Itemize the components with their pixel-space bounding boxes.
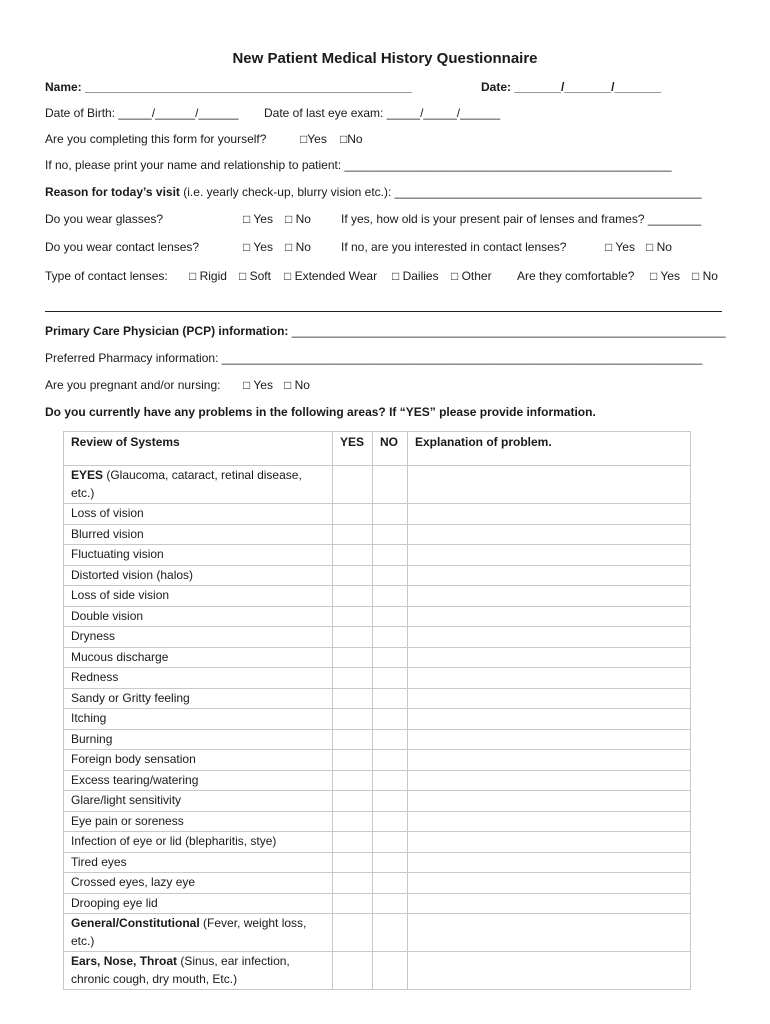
problems-instruction: Do you currently have any problems in the following areas? If “YES” please provide information. bbox=[45, 405, 596, 419]
yes-cell[interactable] bbox=[333, 688, 373, 709]
table-row bbox=[64, 750, 691, 771]
reason-field[interactable] bbox=[45, 185, 702, 199]
no-cell[interactable] bbox=[373, 709, 408, 730]
no-cell[interactable] bbox=[373, 893, 408, 914]
row-label: Infection of eye or lid (blepharitis, stye) bbox=[64, 832, 333, 853]
table-row-general bbox=[64, 914, 691, 952]
general-heading: General/Constitutional bbox=[71, 916, 200, 930]
yes-cell[interactable] bbox=[333, 627, 373, 648]
glasses-age-field[interactable]: If yes, how old is your present pair of lenses and frames? ________ bbox=[341, 212, 702, 226]
eyes-heading: EYES bbox=[71, 468, 104, 482]
row-label: Sandy or Gritty feeling bbox=[64, 688, 333, 709]
explanation-cell[interactable] bbox=[408, 504, 691, 525]
explanation-cell[interactable] bbox=[408, 586, 691, 607]
reason-label: Reason for today’s visit bbox=[45, 185, 180, 199]
dob-field[interactable]: Date of Birth: _____/______/______ bbox=[45, 106, 239, 120]
table-row bbox=[64, 627, 691, 648]
yes-cell[interactable] bbox=[333, 565, 373, 586]
explanation-cell[interactable] bbox=[408, 811, 691, 832]
explanation-cell[interactable] bbox=[408, 952, 691, 990]
explanation-cell[interactable] bbox=[408, 832, 691, 853]
table-row bbox=[64, 832, 691, 853]
section-divider bbox=[45, 311, 722, 312]
yes-cell[interactable] bbox=[333, 524, 373, 545]
row-label: Mucous discharge bbox=[64, 647, 333, 668]
glasses-yes-checkbox[interactable]: □ Yes bbox=[243, 212, 273, 226]
yes-cell[interactable] bbox=[333, 791, 373, 812]
row-label: Loss of vision bbox=[64, 504, 333, 525]
table-row bbox=[64, 688, 691, 709]
yes-cell[interactable] bbox=[333, 729, 373, 750]
row-label: Drooping eye lid bbox=[64, 893, 333, 914]
pregnant-yes-checkbox[interactable]: □ Yes bbox=[243, 378, 273, 392]
explanation-cell[interactable] bbox=[408, 466, 691, 504]
explanation-cell[interactable] bbox=[408, 565, 691, 586]
table-row bbox=[64, 791, 691, 812]
name-field[interactable]: Name: _________________________________________________ bbox=[45, 80, 413, 94]
no-cell[interactable] bbox=[373, 852, 408, 873]
no-cell[interactable] bbox=[373, 545, 408, 566]
table-row-ent bbox=[64, 952, 691, 990]
no-cell[interactable] bbox=[373, 811, 408, 832]
row-label: Crossed eyes, lazy eye bbox=[64, 873, 333, 894]
table-row bbox=[64, 729, 691, 750]
table-row bbox=[64, 811, 691, 832]
row-label: Eye pain or soreness bbox=[64, 811, 333, 832]
row-label: Tired eyes bbox=[64, 852, 333, 873]
no-cell[interactable] bbox=[373, 586, 408, 607]
row-label: Fluctuating vision bbox=[64, 545, 333, 566]
comfortable-no-checkbox[interactable]: □ No bbox=[692, 269, 718, 283]
explanation-cell[interactable] bbox=[408, 688, 691, 709]
yes-cell[interactable] bbox=[333, 873, 373, 894]
table-row bbox=[64, 647, 691, 668]
review-of-systems-table bbox=[63, 431, 691, 990]
explanation-cell[interactable] bbox=[408, 606, 691, 627]
pcp-label: Primary Care Physician (PCP) information: bbox=[45, 324, 289, 338]
yes-cell[interactable] bbox=[333, 832, 373, 853]
glasses-question: Do you wear glasses? bbox=[45, 212, 164, 226]
ent-description: (Sinus, ear infection, chronic cough, dry mouth, Etc.) bbox=[71, 954, 290, 986]
table-row bbox=[64, 770, 691, 791]
table-row bbox=[64, 504, 691, 525]
explanation-cell[interactable] bbox=[408, 709, 691, 730]
last-exam-field[interactable]: Date of last eye exam: _____/_____/______ bbox=[264, 106, 501, 120]
date-field[interactable]: Date: _______/_______/_______ bbox=[481, 80, 662, 94]
yes-cell[interactable] bbox=[333, 709, 373, 730]
explanation-cell[interactable] bbox=[408, 647, 691, 668]
no-cell[interactable] bbox=[373, 873, 408, 894]
no-cell[interactable] bbox=[373, 627, 408, 648]
yes-cell[interactable] bbox=[333, 668, 373, 689]
pregnant-no-checkbox[interactable]: □ No bbox=[284, 378, 310, 392]
row-label: Distorted vision (halos) bbox=[64, 565, 333, 586]
header-no: NO bbox=[373, 432, 408, 466]
row-label bbox=[64, 466, 333, 504]
table-row bbox=[64, 565, 691, 586]
header-yes: YES bbox=[333, 432, 373, 466]
table-row bbox=[64, 709, 691, 730]
explanation-cell[interactable] bbox=[408, 545, 691, 566]
no-cell[interactable] bbox=[373, 606, 408, 627]
lens-extended-checkbox[interactable]: □ Extended Wear bbox=[284, 269, 378, 283]
no-cell[interactable] bbox=[373, 729, 408, 750]
contacts-question: Do you wear contact lenses? bbox=[45, 240, 200, 254]
explanation-cell[interactable] bbox=[408, 770, 691, 791]
yes-cell[interactable] bbox=[333, 811, 373, 832]
explanation-cell[interactable] bbox=[408, 627, 691, 648]
contacts-interest-question: If no, are you interested in contact lenses? bbox=[341, 240, 567, 254]
row-label: Redness bbox=[64, 668, 333, 689]
no-cell[interactable] bbox=[373, 914, 408, 952]
no-cell[interactable] bbox=[373, 750, 408, 771]
no-cell[interactable] bbox=[373, 524, 408, 545]
yes-cell[interactable] bbox=[333, 545, 373, 566]
lens-other-checkbox[interactable]: □ Other bbox=[451, 269, 492, 283]
self-no-checkbox[interactable]: □No bbox=[340, 132, 363, 146]
interest-yes-checkbox[interactable]: □ Yes bbox=[605, 240, 635, 254]
explanation-cell[interactable] bbox=[408, 668, 691, 689]
explanation-cell[interactable] bbox=[408, 852, 691, 873]
relationship-field[interactable]: If no, please print your name and relationship to patient: _________________________________________________ bbox=[45, 158, 672, 172]
yes-cell[interactable] bbox=[333, 466, 373, 504]
page-title: New Patient Medical History Questionnaire bbox=[232, 50, 538, 67]
row-label: Dryness bbox=[64, 627, 333, 648]
explanation-cell[interactable] bbox=[408, 729, 691, 750]
interest-no-checkbox[interactable]: □ No bbox=[646, 240, 672, 254]
row-label: Excess tearing/watering bbox=[64, 770, 333, 791]
yes-cell[interactable] bbox=[333, 606, 373, 627]
table-row bbox=[64, 545, 691, 566]
yes-cell[interactable] bbox=[333, 852, 373, 873]
contacts-no-checkbox[interactable]: □ No bbox=[285, 240, 311, 254]
table-row bbox=[64, 586, 691, 607]
pregnant-question: Are you pregnant and/or nursing: bbox=[45, 378, 221, 392]
table-row bbox=[64, 852, 691, 873]
yes-cell[interactable] bbox=[333, 914, 373, 952]
explanation-cell[interactable] bbox=[408, 893, 691, 914]
lens-rigid-checkbox[interactable]: □ Rigid bbox=[189, 269, 227, 283]
row-label: Burning bbox=[64, 729, 333, 750]
general-description: (Fever, weight loss, etc.) bbox=[71, 916, 307, 948]
no-cell[interactable] bbox=[373, 466, 408, 504]
lens-soft-checkbox[interactable]: □ Soft bbox=[239, 269, 271, 283]
lens-type-label: Type of contact lenses: bbox=[45, 269, 168, 283]
no-cell[interactable] bbox=[373, 504, 408, 525]
reason-hint: (i.e. yearly check-up, blurry vision etc.): ______________________________________________ bbox=[179, 185, 702, 199]
header-explanation: Explanation of problem. bbox=[408, 432, 691, 466]
pcp-line: _________________________________________________________________ bbox=[291, 324, 726, 338]
row-label: Itching bbox=[64, 709, 333, 730]
comfortable-question: Are they comfortable? bbox=[517, 269, 635, 283]
yes-cell[interactable] bbox=[333, 952, 373, 990]
header-review: Review of Systems bbox=[64, 432, 333, 466]
no-cell[interactable] bbox=[373, 565, 408, 586]
row-label: Glare/light sensitivity bbox=[64, 791, 333, 812]
ent-heading: Ears, Nose, Throat bbox=[71, 954, 178, 968]
table-row bbox=[64, 524, 691, 545]
table-row bbox=[64, 668, 691, 689]
table-row-eyes bbox=[64, 466, 691, 504]
pcp-field[interactable] bbox=[45, 324, 726, 338]
row-label: Foreign body sensation bbox=[64, 750, 333, 771]
explanation-cell[interactable] bbox=[408, 791, 691, 812]
yes-cell[interactable] bbox=[333, 504, 373, 525]
yes-cell[interactable] bbox=[333, 586, 373, 607]
explanation-cell[interactable] bbox=[408, 873, 691, 894]
explanation-cell[interactable] bbox=[408, 524, 691, 545]
yes-cell[interactable] bbox=[333, 893, 373, 914]
yes-cell[interactable] bbox=[333, 750, 373, 771]
table-header-row bbox=[64, 432, 691, 466]
no-cell[interactable] bbox=[373, 952, 408, 990]
self-question: Are you completing this form for yourself? bbox=[45, 132, 267, 146]
row-label: Blurred vision bbox=[64, 524, 333, 545]
no-cell[interactable] bbox=[373, 832, 408, 853]
no-cell[interactable] bbox=[373, 647, 408, 668]
pharmacy-field[interactable]: Preferred Pharmacy information: ________________________________________________________________________ bbox=[45, 351, 703, 365]
no-cell[interactable] bbox=[373, 770, 408, 791]
row-label bbox=[64, 914, 333, 952]
table-row bbox=[64, 893, 691, 914]
row-label bbox=[64, 952, 333, 990]
no-cell[interactable] bbox=[373, 791, 408, 812]
explanation-cell[interactable] bbox=[408, 750, 691, 771]
self-yes-checkbox[interactable]: □Yes bbox=[300, 132, 327, 146]
yes-cell[interactable] bbox=[333, 770, 373, 791]
yes-cell[interactable] bbox=[333, 647, 373, 668]
lens-dailies-checkbox[interactable]: □ Dailies bbox=[392, 269, 439, 283]
glasses-no-checkbox[interactable]: □ No bbox=[285, 212, 311, 226]
table-row bbox=[64, 606, 691, 627]
row-label: Double vision bbox=[64, 606, 333, 627]
no-cell[interactable] bbox=[373, 668, 408, 689]
no-cell[interactable] bbox=[373, 688, 408, 709]
eyes-description: (Glaucoma, cataract, retinal disease, etc.) bbox=[71, 468, 302, 500]
row-label: Loss of side vision bbox=[64, 586, 333, 607]
table-row bbox=[64, 873, 691, 894]
contacts-yes-checkbox[interactable]: □ Yes bbox=[243, 240, 273, 254]
comfortable-yes-checkbox[interactable]: □ Yes bbox=[650, 269, 680, 283]
explanation-cell[interactable] bbox=[408, 914, 691, 952]
